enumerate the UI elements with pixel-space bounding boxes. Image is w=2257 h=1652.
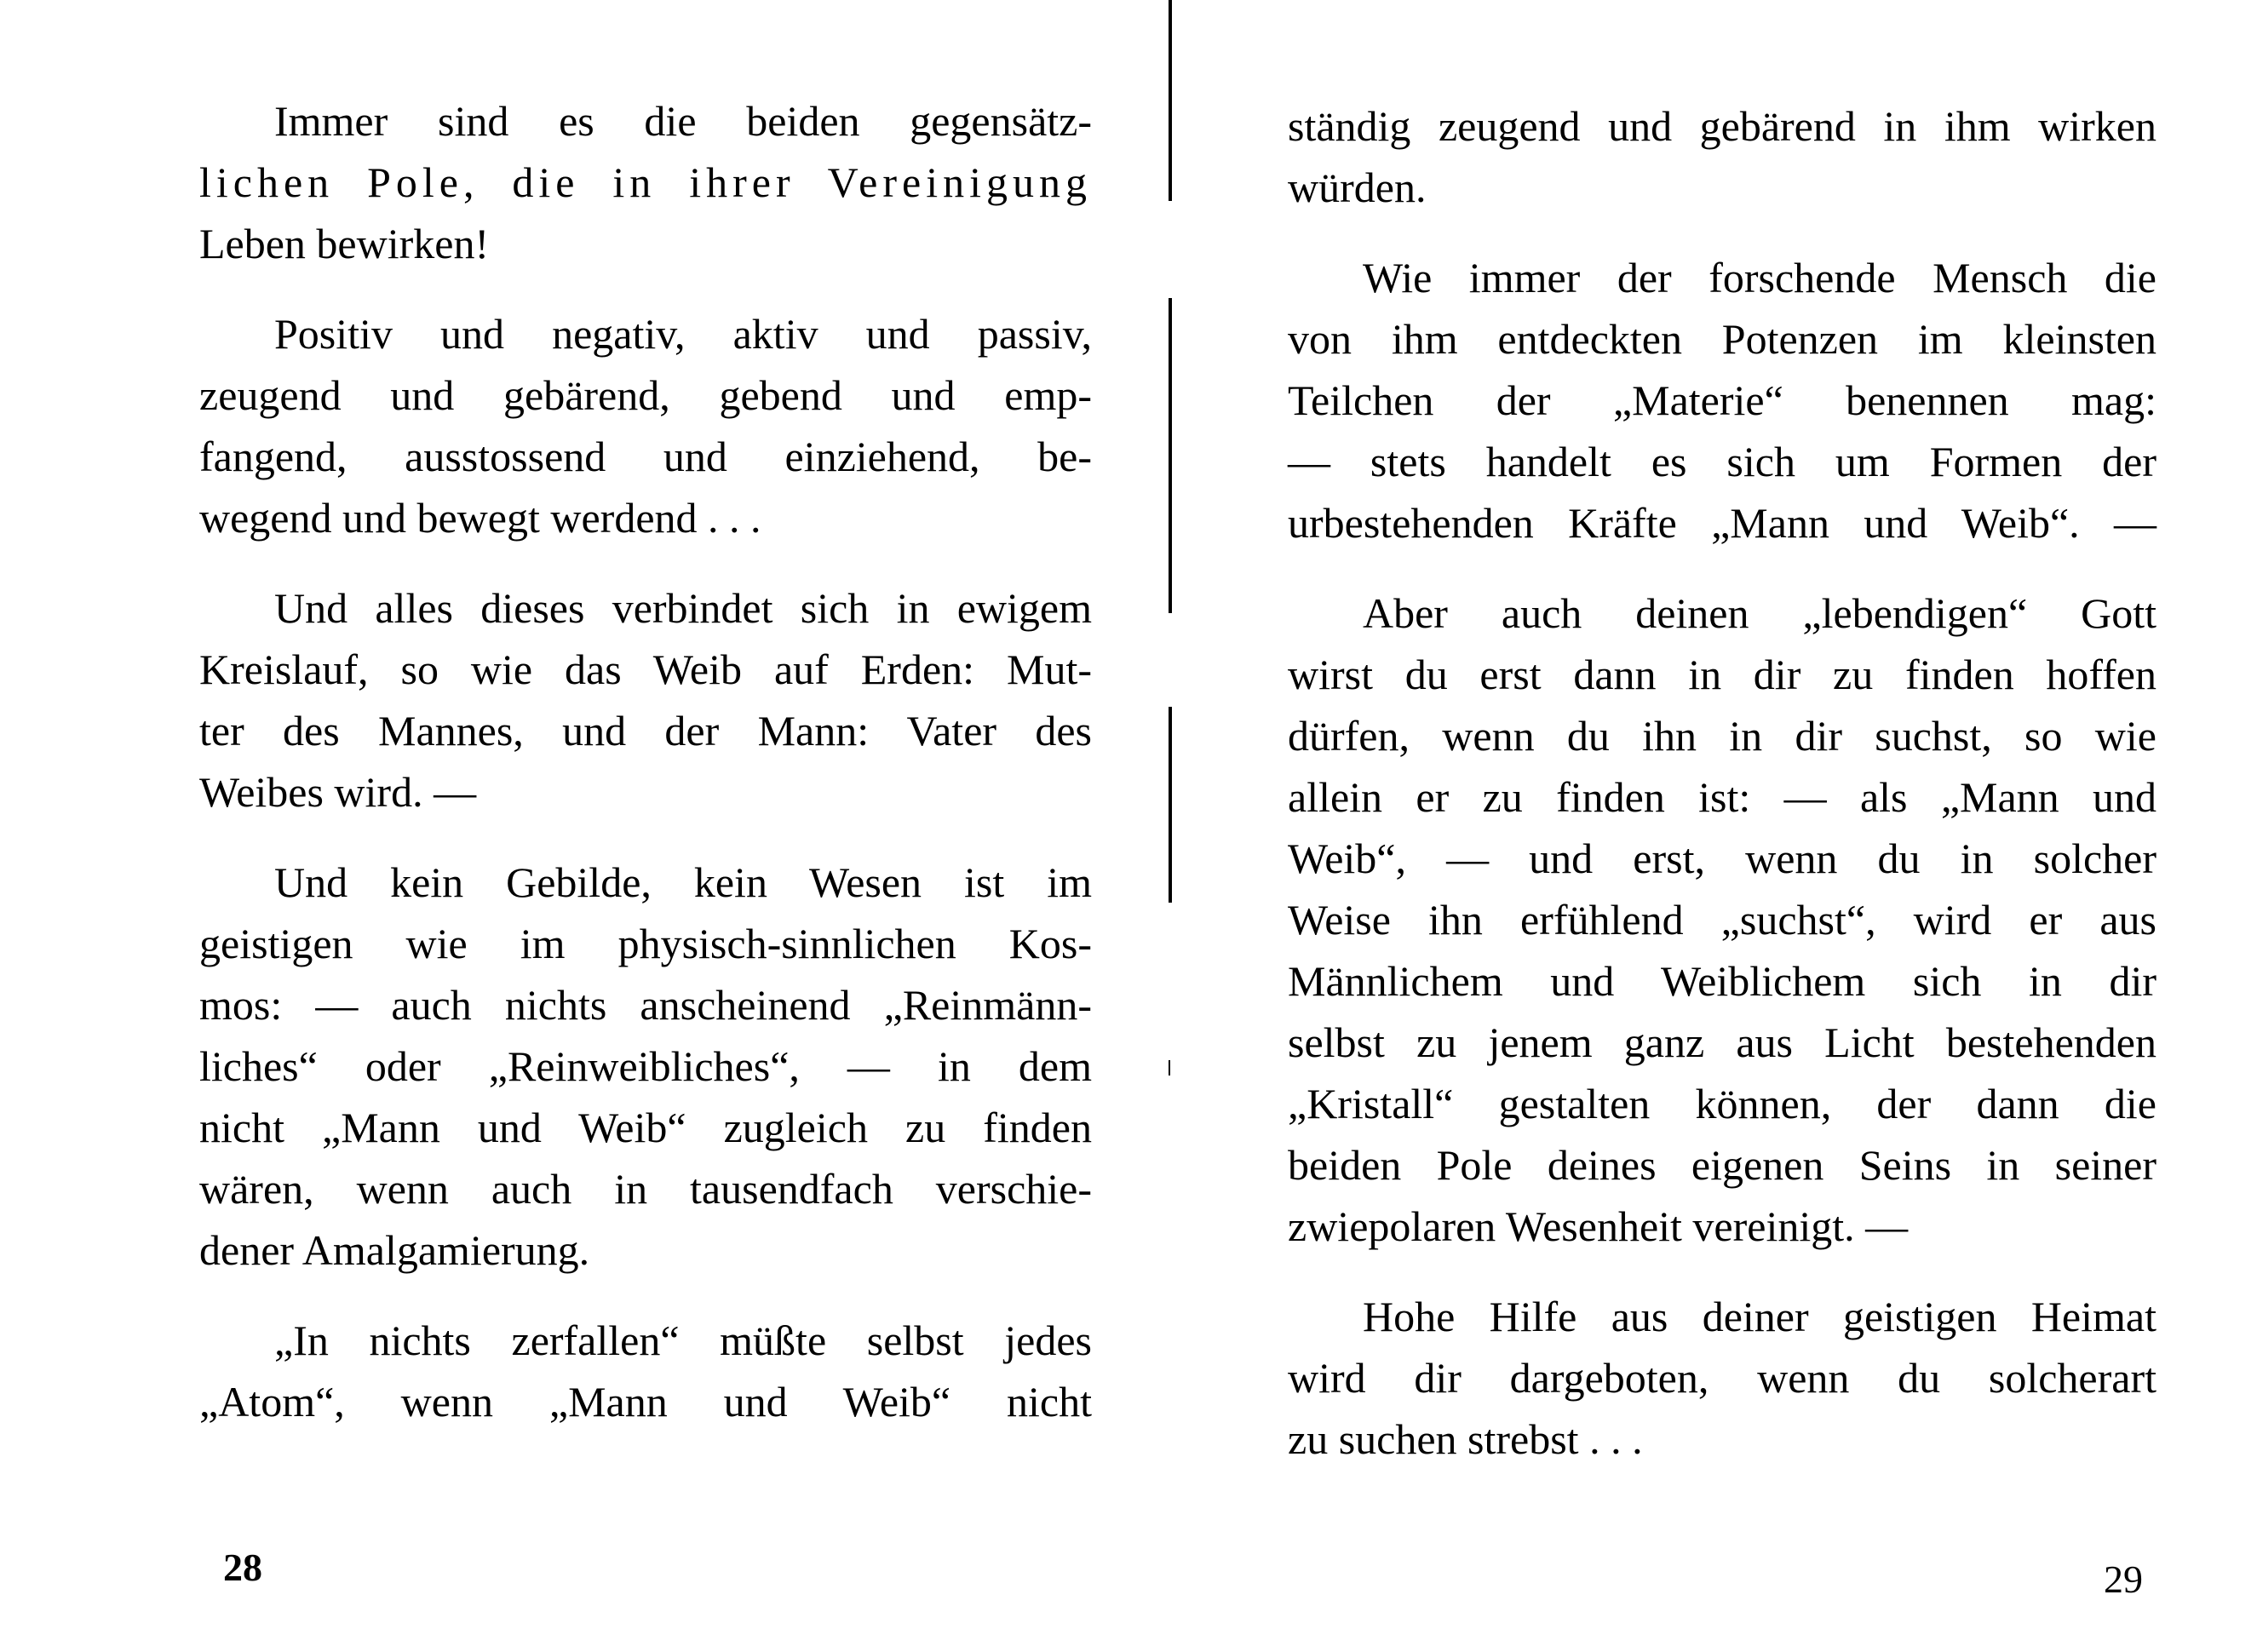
gutter-line-segment <box>1169 298 1172 613</box>
text-line: fangend, ausstossend und einziehend, be- <box>199 433 1092 480</box>
text-line: wären, wenn auch in tausendfach verschie- <box>199 1165 1092 1213</box>
paragraph <box>1288 247 2156 554</box>
paragraph <box>199 1310 1092 1432</box>
text-line: allein er zu finden ist: — als „Mann und <box>1288 773 2156 821</box>
text-line: Weibes wird. — <box>199 768 477 816</box>
text-line: wegend und bewegt werdend . . . <box>199 494 761 542</box>
text-line: „Kristall“ gestalten können, der dann die <box>1288 1080 2156 1127</box>
paragraph <box>1288 582 2156 1257</box>
text-line: „Atom“, wenn „Mann und Weib“ nicht <box>199 1378 1092 1425</box>
page-number-left: 28 <box>223 1546 262 1589</box>
text-line: Männlichem und Weiblichem sich in dir <box>1288 957 2156 1005</box>
text-line: Leben bewirken! <box>199 220 490 267</box>
text-line: zu suchen strebst . . . <box>1288 1415 1643 1463</box>
paragraph <box>199 90 1092 274</box>
text-line: dürfen, wenn du ihn in dir suchst, so wie <box>1288 712 2156 760</box>
text-line: — stets handelt es sich um Formen der <box>1288 438 2156 485</box>
text-line: Kreislauf, so wie das Weib auf Erden: Mut- <box>199 645 1092 693</box>
text-line: nicht „Mann und Weib“ zugleich zu finden <box>199 1104 1092 1151</box>
gutter-line-segment <box>1169 0 1172 201</box>
text-line: geistigen wie im physisch-sinnlichen Kos- <box>199 920 1092 967</box>
gutter-line-segment <box>1169 1060 1170 1076</box>
text-line: beiden Pole deines eigenen Seins in seiner <box>1288 1141 2156 1189</box>
text-line: Weib“, — und erst, wenn du in solcher <box>1288 835 2156 882</box>
text-line: Und kein Gebilde, kein Wesen ist im <box>274 858 1092 906</box>
text-line: Wie immer der forschende Mensch die <box>1363 254 2156 301</box>
text-line: „In nichts zerfallen“ müßte selbst jedes <box>274 1316 1092 1364</box>
text-line: zwiepolaren Wesenheit vereinigt. — <box>1288 1202 1909 1250</box>
text-line: Und alles dieses verbindet sich in ewigem <box>274 584 1092 632</box>
text-line: selbst zu jenem ganz aus Licht bestehenden <box>1288 1018 2156 1066</box>
text-line: wird dir dargeboten, wenn du solcherart <box>1288 1354 2156 1402</box>
right-page-text <box>1288 95 2156 1499</box>
text-line: Positiv und negativ, aktiv und passiv, <box>274 310 1092 358</box>
text-line: urbestehenden Kräfte „Mann und Weib“. — <box>1288 499 2156 547</box>
text-line: würden. <box>1288 163 1427 211</box>
text-line: mos: — auch nichts anscheinend „Reinmänn- <box>199 981 1092 1029</box>
paragraph <box>199 303 1092 548</box>
text-line: wirst du erst dann in dir zu finden hoffen <box>1288 651 2156 698</box>
paragraph <box>1288 95 2156 218</box>
text-line: dener Amalgamierung. <box>199 1226 590 1274</box>
paragraph <box>199 577 1092 823</box>
gutter-line-segment <box>1169 707 1172 903</box>
text-line: Weise ihn erfühlend „suchst“, wird er aus <box>1288 896 2156 944</box>
paragraph <box>1288 1286 2156 1470</box>
text-line: Aber auch deinen „lebendigen“ Gott <box>1363 589 2156 637</box>
page-number-right: 29 <box>2104 1557 2143 1601</box>
text-line: Immer sind es die beiden gegensätz- <box>274 97 1092 145</box>
left-page-text <box>199 90 1092 1461</box>
text-line: ständig zeugend und gebärend in ihm wirken <box>1288 102 2156 150</box>
text-line: von ihm entdeckten Potenzen im kleinsten <box>1288 315 2156 363</box>
text-line: Hohe Hilfe aus deiner geistigen Heimat <box>1363 1293 2156 1340</box>
text-line: lichen Pole, die in ihrer Vereinigung <box>199 158 1092 206</box>
paragraph <box>199 852 1092 1281</box>
text-line: ter des Mannes, und der Mann: Vater des <box>199 707 1092 754</box>
text-line: Teilchen der „Materie“ benennen mag: <box>1288 376 2156 424</box>
text-line: zeugend und gebärend, gebend und emp- <box>199 371 1092 419</box>
text-line: liches“ oder „Reinweibliches“, — in dem <box>199 1042 1092 1090</box>
